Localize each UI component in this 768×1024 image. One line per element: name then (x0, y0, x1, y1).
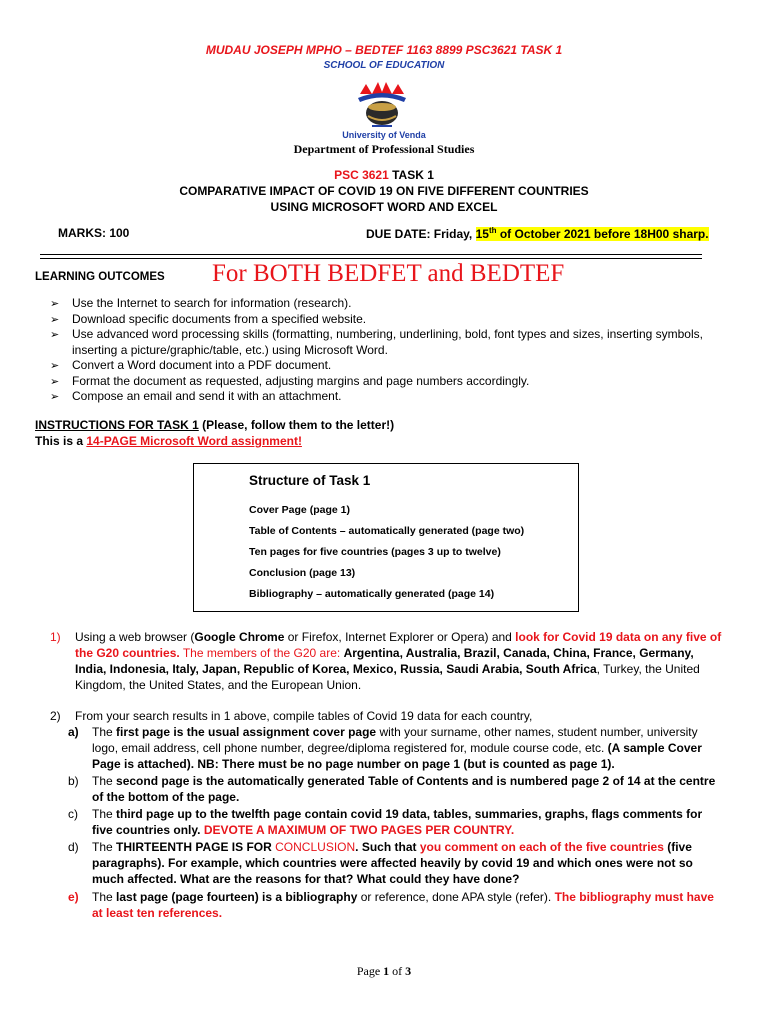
item-1-d: , Turkey, the United Kingdom, the United States, and the European Union. (75, 662, 700, 692)
intro-highlight: 14-PAGE Microsoft Word assignment! (86, 434, 302, 448)
instructions-note: (Please, follow them to the letter!) (198, 418, 395, 432)
item-2e-2: last page (page fourteen) is a bibliography (116, 890, 358, 904)
audience-banner: For BOTH BEDFET and BEDTEF (212, 260, 565, 287)
item-1-a: Using a web browser ( (75, 630, 195, 644)
divider-bottom (40, 258, 702, 259)
item-2e-3: or reference, done APA style (refer). (357, 890, 555, 904)
item-2a-text (92, 724, 720, 772)
instructions-heading (35, 418, 394, 432)
title-line-2: COMPARATIVE IMPACT OF COVID 19 ON FIVE DIFFERENT COUNTRIES (179, 184, 589, 198)
structure-title: Structure of Task 1 (249, 473, 371, 488)
divider-top (40, 254, 702, 255)
learning-outcomes-list (50, 296, 730, 405)
item-2e-1: The (92, 890, 117, 904)
structure-item: Cover Page (page 1) (249, 504, 350, 516)
item-2a-1: The (92, 725, 117, 739)
university-logo (352, 80, 412, 132)
footer-page-label: Page (356, 964, 384, 978)
structure-item: Ten pages for five countries (pages 3 up to twelve) (249, 546, 501, 558)
item-1-c: The members of the G20 are: (179, 646, 344, 660)
item-1-red: look for Covid 19 data on any five of the G20 countries. (75, 630, 722, 660)
list-item: ➢ Format the document as requested, adjusting margins and page numbers accordingly. (50, 374, 730, 390)
structure-box (193, 463, 579, 612)
item-2a-label: a) (68, 725, 79, 739)
item-2d-2: THIRTEENTH PAGE IS FOR (116, 840, 276, 854)
item-2-number: 2) (50, 709, 61, 723)
item-2b-label: b) (68, 774, 79, 788)
due-highlight (476, 227, 709, 241)
due-date (366, 226, 709, 241)
item-2b-text (92, 773, 720, 805)
footer-of: of (389, 964, 406, 978)
list-item: ➢ Use the Internet to search for information (research). (50, 296, 730, 312)
task-label: TASK 1 (388, 168, 434, 182)
item-2e-label: e) (68, 890, 79, 904)
due-prefix: DUE DATE: Friday, (366, 227, 476, 241)
item-2a-2: first page is the usual assignment cover page (116, 725, 377, 739)
item-2c-3: DEVOTE A MAXIMUM OF TWO PAGES PER COUNTRY. (203, 823, 515, 837)
item-2c-text (92, 806, 720, 838)
item-2d-label: d) (68, 840, 79, 854)
item-1-countries: Argentina, Australia, Brazil, Canada, China, France, Germany, India, Indonesia, Italy, Japan, Republic of Korea, Mexico, Russia, Saudi Arabia, South Africa (75, 646, 694, 676)
list-item: ➢ Use advanced word processing skills (formatting, numbering, underlining, bold, font types and sizes, inserting symbols, inserting a picture/graphic/table, etc.) using Microsoft Word. (50, 327, 730, 358)
list-item: ➢ Convert a Word document into a PDF document. (50, 358, 730, 374)
item-2d-text (92, 839, 720, 887)
due-sup: th (488, 226, 497, 235)
school-name: SCHOOL OF EDUCATION (323, 60, 445, 71)
university-name: University of Venda (342, 130, 426, 140)
learning-outcomes-heading: LEARNING OUTCOMES (35, 271, 165, 283)
title-line-3: USING MICROSOFT WORD AND EXCEL (270, 200, 498, 214)
structure-item: Conclusion (page 13) (249, 567, 356, 579)
item-2e-4: The bibliography must have at least ten references. (92, 890, 714, 920)
due-day: 15 (475, 227, 489, 241)
item-2d-3: CONCLUSION (275, 840, 356, 854)
author-line: MUDAU JOSEPH MPHO – BEDTEF 1163 8899 PSC3621 TASK 1 (205, 43, 563, 57)
list-item: ➢ Compose an email and send it with an attachment. (50, 389, 730, 405)
instructions-title: INSTRUCTIONS FOR TASK 1 (35, 418, 199, 432)
due-rest: of October 2021 before 18H00 sharp. (496, 227, 709, 241)
structure-item: Table of Contents – automatically generated (page two) (249, 525, 525, 537)
item-2a-4: (A sample Cover Page is attached). NB: There must be no page number on page 1 (but is counted as page 1). (92, 741, 702, 771)
item-1-text (75, 629, 723, 693)
item-2e-text (92, 889, 720, 921)
item-2a-3: with your surname, other names, student number, university logo, email address, cell phone number, degree/diploma registered for, module course code, etc. (92, 725, 698, 755)
department-name: Department of Professional Studies (293, 142, 475, 156)
item-2c-label: c) (68, 807, 78, 821)
item-2d-1: The (92, 840, 117, 854)
item-1-b: or Firefox, Internet Explorer or Opera) and (284, 630, 516, 644)
item-2d-4: . Such that (355, 840, 420, 854)
structure-item: Bibliography – automatically generated (page 14) (249, 588, 495, 600)
item-1-chrome: Google Chrome (194, 630, 285, 644)
course-code: PSC 3621 (334, 168, 389, 182)
item-2d-5: you comment on each of the five countries (419, 840, 664, 854)
footer-page-number: 1 (383, 964, 390, 978)
intro-prefix: This is a (35, 434, 87, 448)
item-2b-1: The (92, 774, 117, 788)
item-1-number: 1) (50, 630, 61, 644)
item-2d-6: (five paragraphs). For example, which countries were affected heavily by covid 19 and which ones were not so much affected. What are the reasons for that? What could they have done? (92, 840, 693, 886)
page-footer (0, 964, 768, 979)
item-2b-2: second page is the automatically generated Table of Contents and is numbered page 2 of 14 at the centre of the bottom of the page. (92, 774, 716, 804)
item-2c-1: The (92, 807, 117, 821)
item-2-text: From your search results in 1 above, compile tables of Covid 19 data for each country, (75, 709, 533, 723)
task-title (0, 168, 768, 182)
instructions-intro (35, 434, 302, 448)
list-item: ➢ Download specific documents from a specified website. (50, 312, 730, 328)
footer-page-total: 3 (405, 964, 412, 978)
marks: MARKS: 100 (58, 226, 130, 240)
item-2c-2: third page up to the twelfth page contain covid 19 data, tables, summaries, graphs, flags comments for five countries only. (92, 807, 703, 837)
